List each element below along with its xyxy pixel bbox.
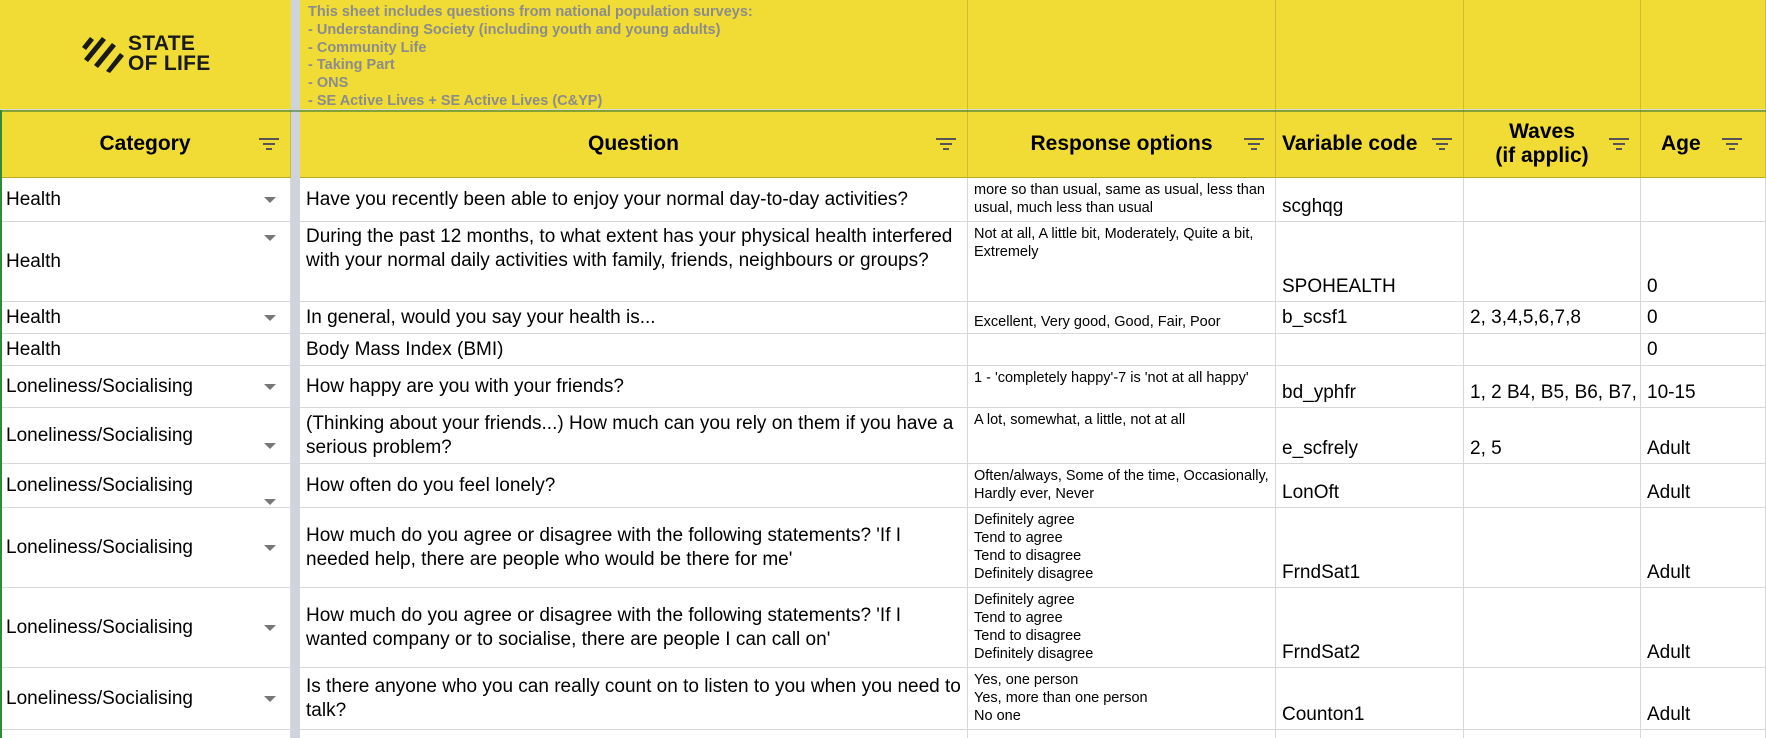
waves-cell[interactable]	[1464, 668, 1641, 730]
logo	[80, 33, 211, 75]
response-value: Not at all, A little bit, Moderately, Quite a bit, Extremely	[974, 226, 1254, 260]
question-cell[interactable]	[300, 366, 968, 408]
response-value: Excellent, Very good, Good, Fair, Poor	[974, 314, 1221, 330]
waves-cell[interactable]	[1464, 334, 1641, 366]
empty-cell[interactable]	[1464, 730, 1641, 738]
state-of-life-logo-icon	[80, 33, 124, 75]
age-value: Adult	[1647, 562, 1691, 583]
age-value: Adult	[1647, 438, 1691, 459]
dropdown-arrow-icon[interactable]	[264, 499, 276, 505]
response-cell[interactable]	[968, 366, 1276, 408]
dropdown-arrow-icon[interactable]	[264, 315, 276, 321]
age-cell[interactable]	[1641, 366, 1766, 408]
table-row	[0, 408, 1766, 464]
table-row	[0, 222, 1766, 302]
category-value: Loneliness/Socialising	[6, 616, 193, 638]
empty-cell[interactable]	[0, 730, 291, 738]
response-cell[interactable]	[968, 508, 1276, 588]
response-cell[interactable]	[968, 588, 1276, 668]
intro-cell[interactable]	[300, 0, 968, 110]
intro-line: - Understanding Society (including youth and young adults)	[308, 21, 721, 38]
column-header-question[interactable]	[300, 110, 968, 178]
waves-cell[interactable]	[1464, 178, 1641, 222]
category-cell[interactable]	[0, 668, 291, 730]
table-row	[0, 508, 1766, 588]
response-value: 1 - 'completely happy'-7 is 'not at all happy'	[974, 370, 1249, 386]
variable-value: FrndSat1	[1282, 562, 1361, 583]
category-value: Health	[6, 250, 61, 272]
dropdown-arrow-icon[interactable]	[264, 625, 276, 631]
age-value: 0	[1647, 276, 1658, 297]
variable-value: b_scsf1	[1282, 306, 1348, 328]
intro-line: - SE Active Lives + SE Active Lives (C&YP)	[308, 92, 603, 109]
question-cell[interactable]	[300, 668, 968, 730]
filter-icon[interactable]	[1608, 136, 1630, 152]
column-header-variable-code[interactable]	[1276, 110, 1464, 178]
question-cell[interactable]	[300, 508, 968, 588]
banner-blank-cell[interactable]	[1464, 0, 1641, 110]
response-value: Definitely agree Tend to agree Tend to disagree Definitely disagree	[974, 512, 1094, 582]
table-row	[0, 178, 1766, 222]
variable-cell[interactable]	[1276, 222, 1464, 302]
table-row	[0, 588, 1766, 668]
empty-cell[interactable]	[300, 730, 968, 738]
question-cell[interactable]	[300, 334, 968, 366]
waves-value: 2, 5	[1470, 438, 1502, 459]
variable-cell[interactable]	[1276, 408, 1464, 464]
category-value: Health	[6, 188, 61, 210]
age-cell[interactable]	[1641, 222, 1766, 302]
logo-cell[interactable]	[0, 0, 291, 110]
variable-cell[interactable]	[1276, 668, 1464, 730]
response-value: A lot, somewhat, a little, not at all	[974, 412, 1186, 428]
question-value: During the past 12 months, to what extent has your physical health interfered with your normal daily activities with family, friends, neighbours or groups?	[306, 226, 953, 271]
age-cell[interactable]	[1641, 668, 1766, 730]
filter-icon[interactable]	[1431, 136, 1453, 152]
response-cell[interactable]	[968, 464, 1276, 508]
waves-cell[interactable]	[1464, 302, 1641, 334]
variable-value: bd_yphfr	[1282, 382, 1356, 403]
filter-icon[interactable]	[1243, 136, 1265, 152]
question-value: How happy are you with your friends?	[306, 375, 624, 397]
question-value: In general, would you say your health is...	[306, 306, 656, 328]
column-header-label: Category	[99, 131, 191, 155]
category-cell[interactable]	[0, 178, 291, 222]
dropdown-arrow-icon[interactable]	[264, 197, 276, 203]
variable-value: Counton1	[1282, 704, 1365, 725]
response-cell[interactable]	[968, 668, 1276, 730]
waves-cell[interactable]	[1464, 366, 1641, 408]
logo-text-line2: OF LIFE	[128, 52, 211, 75]
selection-border-top	[0, 110, 1766, 112]
filter-icon[interactable]	[1721, 136, 1743, 152]
question-value: How much do you agree or disagree with the following statements? 'If I needed help, there are people who would be there for me'	[306, 524, 902, 570]
table-row-partial	[0, 730, 1766, 738]
logo-text-line1: STATE	[128, 32, 196, 55]
question-cell[interactable]	[300, 588, 968, 668]
variable-value: e_scfrely	[1282, 438, 1359, 459]
table-row	[0, 366, 1766, 408]
column-header-label: Age	[1661, 131, 1701, 155]
waves-cell[interactable]	[1464, 508, 1641, 588]
banner-blank-cell[interactable]	[968, 0, 1276, 110]
variable-cell[interactable]	[1276, 588, 1464, 668]
variable-value: SPOHEALTH	[1282, 276, 1396, 297]
response-value: more so than usual, same as usual, less than usual, much less than usual	[974, 182, 1265, 216]
banner-blank-cell[interactable]	[1641, 0, 1766, 110]
column-header-category[interactable]	[0, 110, 291, 178]
age-value: Adult	[1647, 704, 1691, 725]
table-row	[0, 334, 1766, 366]
variable-value: FrndSat2	[1282, 642, 1361, 663]
category-cell[interactable]	[0, 464, 291, 508]
age-cell[interactable]	[1641, 178, 1766, 222]
category-value: Loneliness/Socialising	[6, 536, 193, 558]
variable-cell[interactable]	[1276, 366, 1464, 408]
intro-line: - Taking Part	[308, 57, 395, 74]
category-cell[interactable]	[0, 508, 291, 588]
response-cell[interactable]	[968, 302, 1276, 334]
age-cell[interactable]	[1641, 464, 1766, 508]
dropdown-arrow-icon[interactable]	[264, 235, 276, 241]
selection-border-left	[0, 110, 2, 738]
age-value: Adult	[1647, 642, 1691, 663]
age-cell[interactable]	[1641, 408, 1766, 464]
banner-blank-cell[interactable]	[1276, 0, 1464, 110]
question-value: (Thinking about your friends...) How much can you rely on them if you have a serious problem?	[306, 412, 954, 458]
response-cell[interactable]	[968, 408, 1276, 464]
category-cell[interactable]	[0, 334, 291, 366]
category-value: Loneliness/Socialising	[6, 474, 193, 496]
response-cell[interactable]	[968, 178, 1276, 222]
column-header-response-options[interactable]	[968, 110, 1276, 178]
response-value: Yes, one person Yes, more than one person No one	[974, 672, 1148, 724]
category-cell[interactable]	[0, 222, 291, 302]
column-header-age[interactable]	[1641, 110, 1766, 178]
banner-row	[0, 0, 1766, 110]
category-value: Health	[6, 338, 61, 360]
response-cell[interactable]	[968, 222, 1276, 302]
filter-icon[interactable]	[935, 136, 957, 152]
age-cell[interactable]	[1641, 334, 1766, 366]
empty-cell[interactable]	[1641, 730, 1766, 738]
variable-value: scghqg	[1282, 196, 1344, 217]
category-value: Loneliness/Socialising	[6, 375, 193, 397]
intro-text	[308, 4, 753, 110]
question-cell[interactable]	[300, 464, 968, 508]
age-cell[interactable]	[1641, 508, 1766, 588]
question-value: Have you recently been able to enjoy your normal day-to-day activities?	[306, 188, 908, 210]
age-cell[interactable]	[1641, 588, 1766, 668]
header-row	[0, 110, 1766, 178]
variable-cell[interactable]	[1276, 334, 1464, 366]
question-cell[interactable]	[300, 222, 968, 302]
variable-cell[interactable]	[1276, 508, 1464, 588]
age-value: 10-15	[1647, 382, 1696, 403]
question-cell[interactable]	[300, 302, 968, 334]
waves-cell[interactable]	[1464, 408, 1641, 464]
question-cell[interactable]	[300, 178, 968, 222]
response-value: Often/always, Some of the time, Occasionally, Hardly ever, Never	[974, 468, 1269, 502]
dropdown-arrow-icon[interactable]	[264, 443, 276, 449]
intro-line: - ONS	[308, 75, 349, 92]
age-value: 0	[1647, 338, 1658, 360]
waves-value: 1, 2 B4, B5, B6, B7,	[1470, 382, 1637, 403]
category-value: Loneliness/Socialising	[6, 424, 193, 446]
question-value: Is there anyone who you can really count on to listen to you when you need to talk?	[306, 675, 961, 721]
waves-cell[interactable]	[1464, 464, 1641, 508]
column-header-waves[interactable]	[1464, 110, 1641, 178]
column-header-label: Waves (if applic)	[1495, 119, 1589, 167]
question-value: How often do you feel lonely?	[306, 474, 556, 496]
variable-cell[interactable]	[1276, 178, 1464, 222]
waves-value: 2, 3,4,5,6,7,8	[1470, 306, 1581, 328]
variable-cell[interactable]	[1276, 464, 1464, 508]
question-cell[interactable]	[300, 408, 968, 464]
response-value: Definitely agree Tend to agree Tend to disagree Definitely disagree	[974, 592, 1094, 662]
waves-cell[interactable]	[1464, 588, 1641, 668]
column-header-label: Question	[587, 131, 679, 155]
column-header-label: Response options	[1030, 131, 1213, 155]
age-cell[interactable]	[1641, 302, 1766, 334]
intro-line: This sheet includes questions from national population surveys:	[308, 4, 753, 20]
dropdown-arrow-icon[interactable]	[264, 545, 276, 551]
question-value: Body Mass Index (BMI)	[306, 338, 504, 360]
intro-line: - Community Life	[308, 39, 427, 56]
category-value: Loneliness/Socialising	[6, 687, 193, 709]
response-cell[interactable]	[968, 334, 1276, 366]
table-row	[0, 464, 1766, 508]
variable-cell[interactable]	[1276, 302, 1464, 334]
category-cell[interactable]	[0, 366, 291, 408]
age-value: Adult	[1647, 482, 1691, 503]
category-cell[interactable]	[0, 302, 291, 334]
empty-cell[interactable]	[1276, 730, 1464, 738]
filter-icon[interactable]	[258, 136, 280, 152]
table-row	[0, 668, 1766, 730]
empty-cell[interactable]	[968, 730, 1276, 738]
table-row	[0, 302, 1766, 334]
category-value: Health	[6, 306, 61, 328]
waves-cell[interactable]	[1464, 222, 1641, 302]
category-cell[interactable]	[0, 588, 291, 668]
category-cell[interactable]	[0, 408, 291, 464]
dropdown-arrow-icon[interactable]	[264, 696, 276, 702]
variable-value: LonOft	[1282, 482, 1340, 503]
dropdown-arrow-icon[interactable]	[264, 384, 276, 390]
question-value: How much do you agree or disagree with the following statements? 'If I wanted company or to socialise, there are people I can call on'	[306, 604, 902, 650]
age-value: 0	[1647, 306, 1658, 328]
column-header-label: Variable code	[1282, 131, 1418, 155]
